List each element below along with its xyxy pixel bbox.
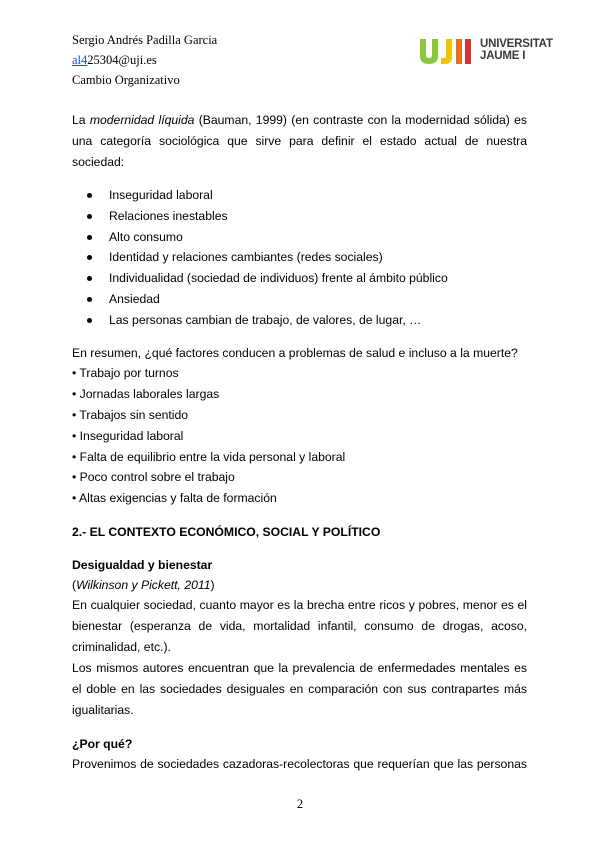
section-heading: 2.- EL CONTEXTO ECONÓMICO, SOCIAL Y POLÍTICO	[72, 524, 381, 539]
bullet-icon	[87, 318, 92, 323]
author-name: Sergio Andrés Padilla Garcia	[72, 33, 218, 47]
summary-question: En resumen, ¿qué factores conducen a problemas de salud e incluso a la muerte?	[72, 345, 518, 360]
list-item: • Inseguridad laboral	[72, 428, 184, 443]
health-factors-list	[72, 363, 527, 509]
list-item: • Trabajo por turnos	[72, 366, 179, 381]
intro-term: modernidad líquida	[89, 113, 195, 127]
author-email	[72, 50, 217, 70]
list-item-text: Relaciones inestables	[109, 208, 228, 223]
document-header	[72, 30, 217, 90]
page-number: 2	[296, 797, 304, 811]
bullet-icon	[87, 235, 92, 240]
bullet-icon	[87, 214, 92, 219]
inequality-paragraph-1: En cualquier sociedad, cuanto mayor es la brecha entre ricos y pobres, menor es el bienestar (esperanza de vida, mortalidad infantil, consumo de drogas, acoso, criminalidad, etc.).	[72, 597, 527, 654]
inequality-heading: Desigualdad y bienestar	[72, 557, 213, 572]
intro-paragraph	[72, 110, 527, 173]
list-item-text: Alto consumo	[109, 229, 183, 244]
uji-logo-mark-icon	[420, 37, 478, 65]
course-name: Cambio Organizativo	[72, 73, 180, 87]
inequality-paragraph-2: Los mismos autores encuentran que la prevalencia de enfermedades mentales es el doble en las sociedades desiguales en comparación con sus contrapartes más igualitarias.	[72, 660, 527, 717]
why-heading: ¿Por qué?	[72, 736, 133, 751]
list-item	[72, 227, 527, 248]
intro-pre: La	[72, 113, 90, 127]
list-item: • Trabajos sin sentido	[72, 407, 189, 422]
bullet-icon	[87, 276, 92, 281]
list-item	[72, 289, 527, 310]
list-item	[72, 247, 527, 268]
logo-wordmark	[480, 38, 553, 62]
list-item-text: Individualidad (sociedad de individuos) frente al ámbito público	[109, 271, 448, 286]
cite-text: Wilkinson y Pickett, 2011	[76, 577, 211, 592]
bullet-icon	[87, 193, 92, 198]
list-item: • Jornadas laborales largas	[72, 387, 220, 402]
email-rest: 25304@uji.es	[87, 53, 157, 67]
list-item-text: Ansiedad	[109, 291, 160, 306]
list-item-text: Las personas cambian de trabajo, de valores, de lugar, …	[109, 312, 422, 327]
list-item	[72, 268, 527, 289]
list-item	[72, 310, 527, 331]
document-body	[72, 110, 527, 775]
citation	[72, 575, 527, 595]
list-item: • Falta de equilibrio entre la vida personal y laboral	[72, 449, 346, 464]
list-item: • Altas exigencias y falta de formación	[72, 491, 277, 506]
cite-open: (	[72, 577, 77, 592]
list-item-text: Identidad y relaciones cambiantes (redes sociales)	[109, 250, 383, 265]
bullet-icon	[87, 297, 92, 302]
list-item-text: Inseguridad laboral	[109, 188, 213, 202]
list-item: • Poco control sobre el trabajo	[72, 470, 235, 485]
logo-line-2: JAUME I	[480, 50, 526, 62]
liquid-traits-list	[72, 185, 527, 331]
list-item	[72, 206, 527, 227]
cite-close: )	[210, 577, 215, 592]
logo-line-1: UNIVERSITAT	[480, 38, 553, 50]
why-paragraph: Provenimos de sociedades cazadoras-recolectoras que requerían que las personas	[72, 756, 527, 771]
intro-post: (Bauman, 1999) (en contraste con la modernidad sólida) es una categoría sociológica que sirve para definir el estado actual de nuestra sociedad:	[72, 113, 527, 169]
email-link[interactable]: al4	[72, 53, 88, 67]
university-logo	[420, 37, 565, 65]
bullet-icon	[87, 255, 92, 260]
list-item	[72, 185, 527, 206]
